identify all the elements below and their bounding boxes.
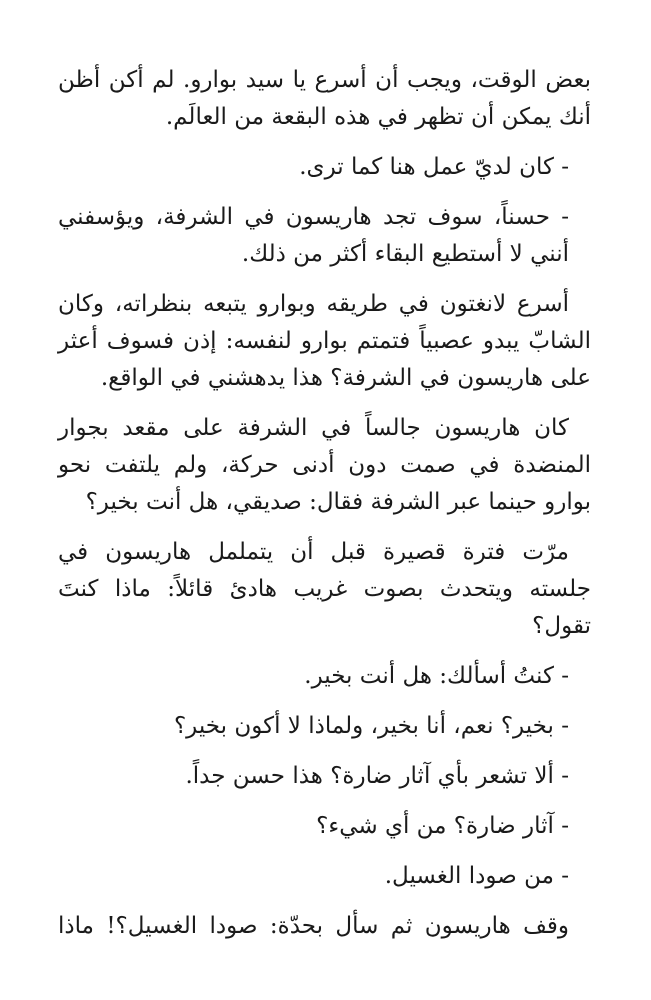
paragraph: أسرع لانغتون في طريقه وبوارو يتبعه بنظراته، وكان الشابّ يبدو عصبياً فتمتم بوارو لنفسه: إذن فسوف أعثر على هاريسون في الشرفة؟ هذا يدهشني في الواقع. xyxy=(58,291,591,391)
dialogue-line: - آثار ضارة؟ من أي شيء؟ xyxy=(316,813,569,839)
dialogue-line: - بخير؟ نعم، أنا بخير، ولماذا لا أكون بخير؟ xyxy=(173,713,569,739)
paragraph-continuation: بعض الوقت، ويجب أن أسرع يا سيد بوارو. لم أكن أظن أنك يمكن أن تظهر في هذه البقعة من العالَم. xyxy=(58,67,591,130)
dialogue-line: - حسناً، سوف تجد هاريسون في الشرفة، ويؤسفني أنني لا أستطيع البقاء أكثر من ذلك. xyxy=(58,204,569,267)
paragraph-continued: وقف هاريسون ثم سأل بحدّة: صودا الغسيل؟! ماذا xyxy=(58,913,569,939)
paragraph: كان هاريسون جالساً في الشرفة على مقعد بجوار المنضدة في صمت دون أدنى حركة، ولم يلتفت نحو بوارو حينما عبر الشرفة فقال: صديقي، هل أنت بخير؟ xyxy=(58,415,591,515)
dialogue-line: - كنتُ أسألك: هل أنت بخير. xyxy=(304,663,569,689)
book-page xyxy=(58,62,591,958)
dialogue-line: - ألا تشعر بأي آثار ضارة؟ هذا حسن جداً. xyxy=(185,763,569,789)
paragraph: مرّت فترة قصيرة قبل أن يتململ هاريسون في جلسته ويتحدث بصوت غريب هادئ قائلاً: ماذا كنتَ تقول؟ xyxy=(58,539,591,639)
dialogue-line: - كان لديّ عمل هنا كما ترى. xyxy=(299,154,569,180)
dialogue-line: - من صودا الغسيل. xyxy=(384,863,569,889)
